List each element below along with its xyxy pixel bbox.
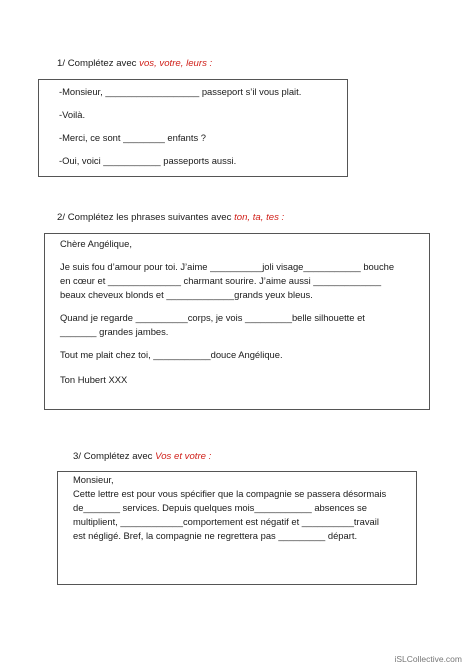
- exercise-line: -Oui, voici ___________ passeports aussi.: [59, 155, 237, 166]
- exercise-line: -Merci, ce sont ________ enfants ?: [59, 132, 206, 143]
- exercise-line: de_______ services. Depuis quelques mois___________ absences se: [73, 502, 367, 513]
- site-watermark: iSLCollective.com: [394, 654, 462, 664]
- section-2-exercise-box: [44, 233, 430, 410]
- section-1-number: 1/: [57, 58, 66, 69]
- section-1-heading: [57, 58, 212, 69]
- section-1-exercise-box: [38, 79, 348, 177]
- section-3-heading: [73, 451, 211, 462]
- letter-greeting: Monsieur,: [73, 474, 114, 485]
- exercise-line: beaux cheveux blonds et _____________grands yeux bleus.: [60, 289, 313, 300]
- section-3-exercise-box: [57, 471, 417, 585]
- exercise-line: Je suis fou d’amour pour toi. J’aime __________joli visage___________ bouche: [60, 261, 395, 272]
- section-2-number: 2/: [57, 212, 66, 223]
- exercise-line: -Monsieur, __________________ passeport s’il vous plait.: [59, 86, 302, 97]
- section-2-words: ton, ta, tes :: [234, 212, 285, 223]
- exercise-line: -Voilà.: [59, 109, 86, 120]
- section-1-instruction: Complétez avec: [67, 58, 137, 69]
- exercise-line: _______ grandes jambes.: [60, 326, 169, 337]
- section-2-heading: [57, 212, 284, 223]
- section-2-instruction: Complétez les phrases suivantes avec: [67, 212, 232, 223]
- exercise-line: multiplient, ____________comportement est négatif et __________travail: [73, 516, 379, 527]
- exercise-line: est négligé. Bref, la compagnie ne regrettera pas _________ départ.: [73, 530, 358, 541]
- section-3-number: 3/: [73, 451, 82, 462]
- letter-greeting: Chère Angélique,: [60, 238, 132, 249]
- section-3-words: Vos et votre :: [155, 451, 212, 462]
- exercise-line: en cœur et ______________ charmant sourire. J’aime aussi _____________: [60, 275, 382, 286]
- exercise-line: Tout me plait chez toi, ___________douce Angélique.: [60, 349, 283, 360]
- exercise-line: Quand je regarde __________corps, je vois _________belle silhouette et: [60, 312, 365, 323]
- exercise-line: Cette lettre est pour vous spécifier que la compagnie se passera désormais: [73, 488, 387, 499]
- section-1-words: vos, votre, leurs :: [139, 58, 213, 69]
- letter-signature: Ton Hubert XXX: [60, 374, 128, 385]
- section-3-instruction: Complétez avec: [83, 451, 153, 462]
